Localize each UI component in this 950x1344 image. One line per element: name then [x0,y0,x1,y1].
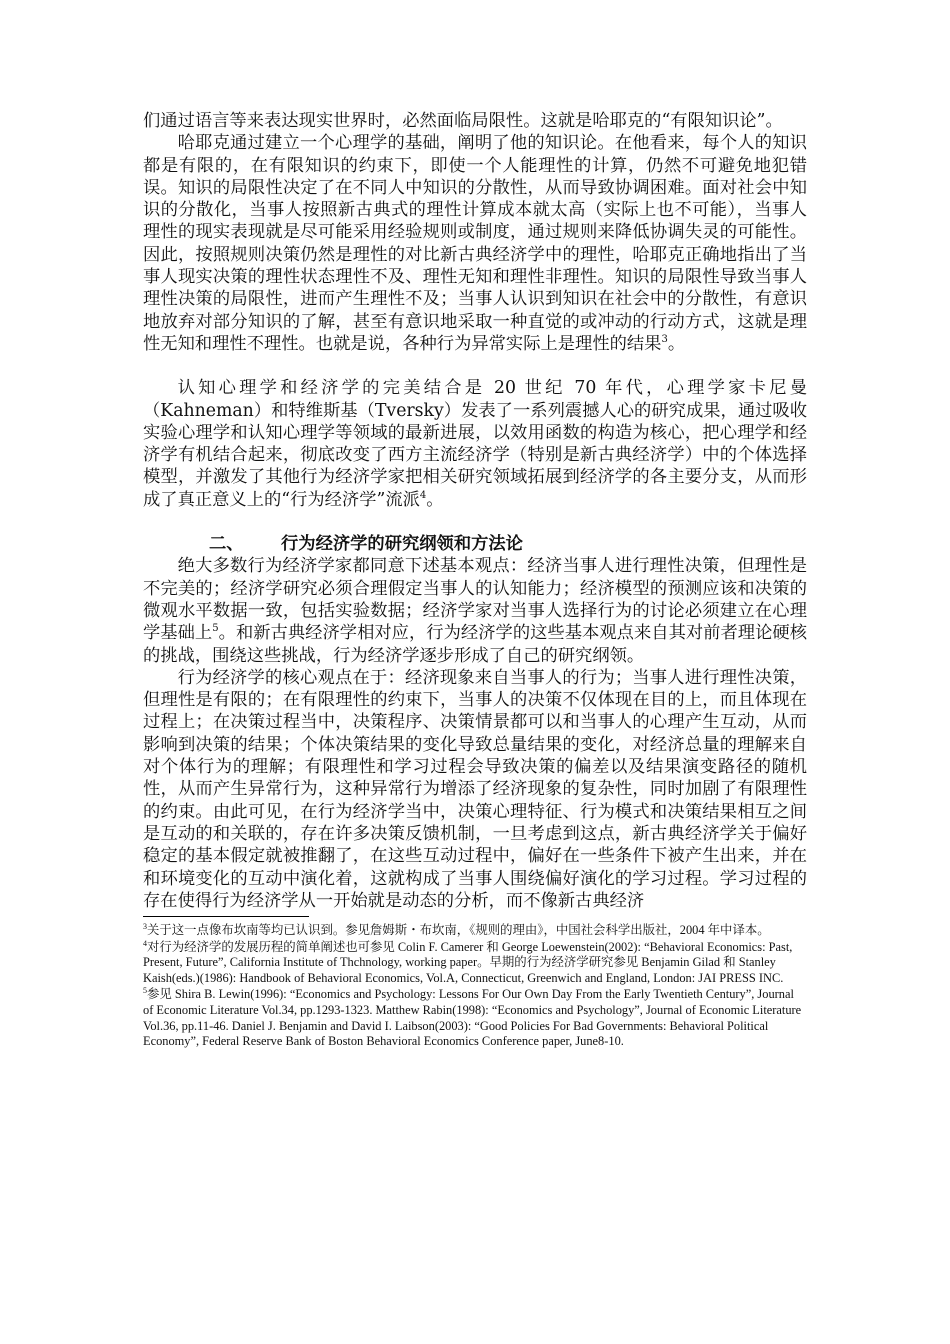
footnote-ref-3[interactable]: 3 [661,334,668,346]
paragraph-continuation: 们通过语言等来表达现实世界时，必然面临局限性。这就是哈耶克的“有限知识论”。 [143,111,783,131]
footnote-ref-4[interactable]: 4 [419,489,427,501]
footnotes [143,923,807,1050]
footnote-5: $^5$参见 Shira B. Lewin(1996): “Economics and Psychology: Lessons For Our Own Day From the Early Twentieth Century”, Journal of Economic Literature Vol.34, pp.1293-1323. Matthew Rabin(1998): “Economics and Psychology”, Journal of Economic Literature Vol.36, pp.11-46. Daniel J. Benjamin and David I. Laibson(2003): “Good Policies For Bad Governments: Behavioral Political Economy”, Federal Reserve Bank of Boston Behavioral Economics Conference paper, June8-10. [143,986,802,1049]
body-text [143,110,807,912]
paragraph-hayek: 哈耶克通过建立一个心理学的基础，阐明了他的知识论。在他看来，每个人的知识都是有限的，在有限知识的约束下，即使一个人能理性的计算，仍然不可避免地犯错误。知识的局限性决定了在不同人中知识的分散性，从而导致协调困难。面对社会中知识的分散化，当事人按照新古典式的理性计算成本就太高（实际上也不可能），当事人理性的现实表现就是尽可能采用经验规则或制度，通过规则来降低协调失灵的可能性。因此，按照规则决策仍然是理性的对比新古典经济学中的理性，哈耶克正确地指出了当事人现实决策的理性状态理性不及、理性无知和理性非理性。知识的局限性导致当事人理性决策的局限性，进而产生理性不及；当事人认识到知识在社会中的分散性，有意识地放弃对部分知识的了解，甚至有意识地采取一种直觉的或冲动的行动方式，这就是理性无知和理性不理性。也就是说，各种行为异常实际上是理性的结果$^3$。 [143,133,807,354]
footnote-3: $^3$关于这一点像布坎南等均已认识到。参见詹姆斯・布坎南，《规则的理由》，中国社会科学出版社，2004 年中译本。 [143,921,770,938]
paragraph-core-views: 行为经济学的核心观点在于：经济现象来自当事人的行为；当事人进行理性决策，但理性是有限的；在有限理性的约束下，当事人的决策不仅体现在目的上，而且体现在过程上；在决策过程当中，决策程序、决策情景都可以和当事人的心理产生互动，从而影响到决策的结果；个体决策结果的变化导致总量结果的变化，对经济总量的理解来自对个体行为的理解；有限理性和学习过程会导致决策的偏差以及结果演变路径的随机性，从而产生异常行为，这种异常行为增添了经济现象的复杂性，同时加剧了有限理性的约束。由此可见，在行为经济学当中，决策心理特征、行为模式和决策结果相互之间是互动的和关联的，存在许多决策反馈机制，一旦考虑到这点，新古典经济学关于偏好稳定的基本假定就被推翻了，在这些互动过程中，偏好在一些条件下被产生出来，并在和环境变化的互动中演化着，这就构成了当事人围绕偏好演化的学习过程。学习过程的存在使得行为经济学从一开始就是动态的分析，而不像新古典经济 [143,667,807,911]
footnote-ref-5[interactable]: 5 [212,623,219,635]
document-page [143,110,807,1051]
section-title: 行为经济学的研究纲领和方法论 [281,534,523,555]
footnote-4: $^4$对行为经济学的发展历程的简单阐述也可参见 Colin F. Camerer 和 George Loewenstein(2002): “Behavioral Economics: Past, Present, Future”, California Institute of Thchnology, working paper。早期的行为经济学研究参见 Benjamin Gilad 和 Stanley Kaish(eds.)(1986): Handbook of Behavioral Economics, Vol.A, Connecticut, Greenwich and England, London: JAI PRESS INC. [143,938,793,985]
paragraph-cognitive-psychology: 认知心理学和经济学的完美结合是 20 世纪 70 年代，心理学家卡尼曼（Kahneman）和特维斯基（Tversky）发表了一系列震撼人心的研究成果，通过吸收实验心理学和认知心理学等领域的最新进展，以效用函数的构造为核心，把心理学和经济学有机结合起来，彻底改变了西方主流经济学（特别是新古典经济学）中的个体选择模型，并激发了其他行为经济学家把相关研究领域拓展到经济学的各主要分支，从而形成了真正意义上的“行为经济学”流派$^4$。 [143,378,807,510]
section-heading [143,533,807,555]
footnote-separator [143,916,309,917]
paragraph-basic-views: 绝大多数行为经济学家都同意下述基本观点：经济当事人进行理性决策，但理性是不完美的；经济学研究必须合理假定当事人的认知能力；经济模型的预测应该和决策的微观水平数据一致，包括实验数据；经济学家对当事人选择行为的讨论必须建立在心理学基础上$^5$。和新古典经济学相对应，行为经济学的这些基本观点来自其对前者理论硬核的挑战，围绕这些挑战，行为经济学逐步形成了自己的研究纲领。 [143,556,807,666]
section-number: 二、 [209,534,244,555]
